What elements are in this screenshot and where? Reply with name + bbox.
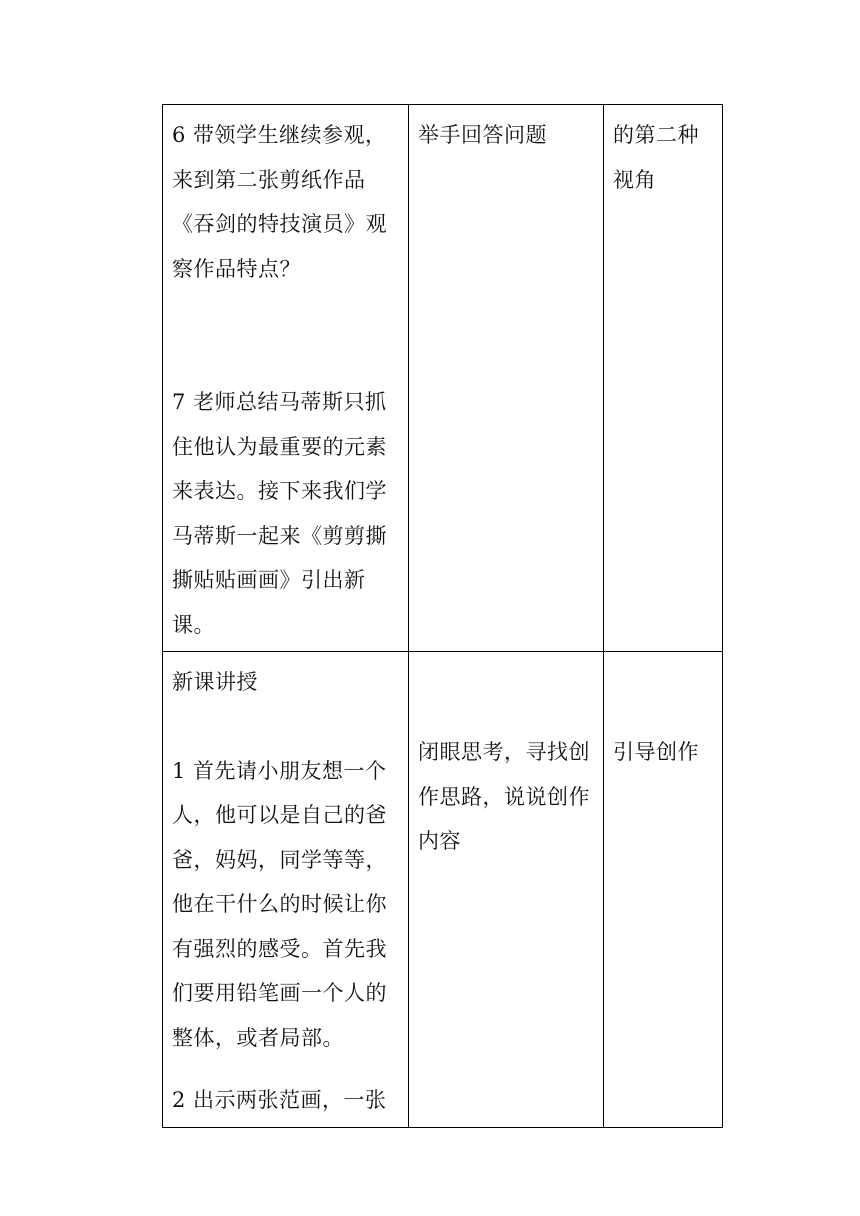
student-activity-text: 闭眼思考，寻找创作思路，说说创作内容 xyxy=(418,740,590,853)
spacer xyxy=(172,1060,399,1078)
spacer xyxy=(172,291,399,380)
section-heading: 新课讲授 xyxy=(172,670,258,694)
spacer xyxy=(172,705,399,749)
design-purpose-cell xyxy=(604,652,723,1128)
teacher-activity-cell xyxy=(163,652,409,1128)
spacer xyxy=(613,704,713,730)
lesson-plan-table xyxy=(162,104,723,1128)
design-purpose-text: 的第二种视角 xyxy=(613,123,699,192)
teacher-step-2: 2 出示两张范画，一张 xyxy=(172,1088,387,1112)
student-activity-cell xyxy=(409,652,604,1128)
table-row xyxy=(163,652,723,1128)
teacher-step-1: 1 首先请小朋友想一个人，他可以是自己的爸爸，妈妈，同学等等，他在干什么的时候让你有强烈的感受。首先我们要用铅笔画一个人的整体，或者局部。 xyxy=(172,758,387,1050)
student-activity-cell xyxy=(409,105,604,652)
design-purpose-text: 引导创作 xyxy=(613,740,699,764)
teacher-step-6: 6 带领学生继续参观，来到第二张剪纸作品《吞剑的特技演员》观察作品特点？ xyxy=(172,123,387,281)
spacer xyxy=(613,660,713,704)
student-activity-text: 举手回答问题 xyxy=(418,123,547,147)
teacher-activity-cell xyxy=(163,105,409,652)
table-row xyxy=(163,105,723,652)
spacer xyxy=(418,660,594,704)
design-purpose-cell xyxy=(604,105,723,652)
teacher-step-7: 7 老师总结马蒂斯只抓住他认为最重要的元素来表达。接下来我们学马蒂斯一起来《剪剪撕撕贴贴画画》引出新课。 xyxy=(172,390,387,637)
spacer xyxy=(418,704,594,730)
